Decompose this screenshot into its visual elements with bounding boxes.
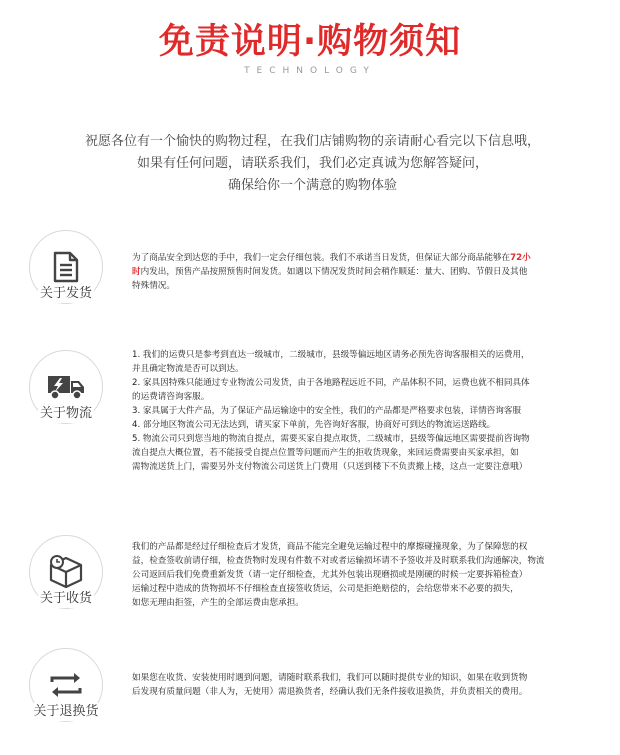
intro-line: 祝愿各位有一个愉快的购物过程，在我们店铺购物的亲请耐心看完以下信息哦， bbox=[84, 134, 540, 149]
text-line: 5. 物流公司只到您当地的物流自提点，需要买家自提点取货，二级城市，县级等偏远地区需要提前咨询物 bbox=[132, 434, 530, 444]
text-line: 特殊情况。 bbox=[132, 281, 175, 291]
text-line: 运输过程中造成的货物损坏不仔细检查直接签收货运，公司是拒绝赔偿的，会给您带来不必要的损失， bbox=[132, 584, 519, 594]
text-line: 的运费请咨询客服。 bbox=[132, 392, 210, 402]
returns-section-text bbox=[132, 671, 580, 699]
logistics-section-icon-block bbox=[24, 350, 108, 423]
text-line: 1. 我们的运费只是参考到直达一级城市，二级城市，县级等偏远地区请务必预先咨询客服相关的运费用， bbox=[132, 350, 530, 360]
shipping-section-icon-block bbox=[24, 230, 108, 303]
package-box-icon bbox=[48, 555, 84, 589]
shipping-section-text bbox=[132, 251, 580, 293]
returns-section-icon-block bbox=[24, 648, 108, 721]
highlight-72h: 72小 bbox=[510, 253, 531, 263]
page-subtitle: TECHNOLOGY bbox=[244, 66, 376, 76]
document-icon bbox=[51, 251, 81, 283]
receiving-section-text bbox=[132, 540, 580, 610]
text-line: 时内发出，预售产品按照预售时间发货。如遇以下情况发货时间会稍作顺延：量大、团购、节假日及其他 bbox=[132, 267, 528, 277]
text-line: 如您无理由拒签，产生的全部运费由您承担。 bbox=[132, 598, 304, 608]
section-label-logistics: 关于物流 bbox=[39, 406, 92, 421]
intro-text bbox=[40, 131, 585, 197]
section-label-shipping: 关于发货 bbox=[39, 286, 92, 301]
text-line: 后发现有质量问题（非人为，无使用）需退换货者，经确认我们无条件接收退换货，并负责相关的费用。 bbox=[132, 687, 528, 697]
text-line: 流自提点大概位置，若不能接受自提点位置等问题而产生的拒收货现象，来回运费需要由买家承担，如 bbox=[132, 448, 519, 458]
section-label-receiving: 关于收货 bbox=[39, 591, 92, 606]
intro-line: 如果有任何问题，请联系我们，我们必定真诚为您解答疑问， bbox=[136, 156, 488, 171]
text-line: 公司返回后我们免费重新发货（请一定仔细检查，尤其外包装出现磨损或是刚硬的时候一定要拆箱检查） bbox=[132, 570, 528, 580]
text-line: 益，检查签收前请仔细，检查货物时发现有件数不对或者运输损坏请不予签收并及时联系我们沟通解决，物流 bbox=[132, 556, 545, 566]
highlight-72h: 时 bbox=[132, 267, 141, 277]
intro-line: 确保给你一个满意的购物体验 bbox=[227, 178, 397, 193]
text-line: 为了商品安全到达您的手中，我们一定会仔细包装。我们不承诺当日发货，但保证大部分商品能够在72小 bbox=[132, 253, 531, 263]
text-line: 并且确定物流是否可以到达。 bbox=[132, 364, 244, 374]
page-title: 免责说明·购物须知 bbox=[158, 22, 462, 62]
text-line: 需物流送货上门，需要另外支付物流公司送货上门费用（只送到楼下不负责搬上楼，这点一定要注意哦） bbox=[132, 462, 528, 472]
text-line: 4. 部分地区物流公司无法达到，请买家下单前，先咨询好客服，协商好可到达的物流运送路线。 bbox=[132, 420, 496, 430]
text-line: 如果您在收货、安装使用时遇到问题，请随时联系我们，我们可以随时提供专业的知识，如果在收到货物 bbox=[132, 673, 528, 683]
section-label-returns: 关于退换货 bbox=[33, 704, 99, 719]
exchange-arrows-icon bbox=[48, 670, 84, 700]
text-line: 2. 家具因特殊只能通过专业物流公司发货，由于各地路程远近不同，产品体积不同，运费也就不相同具体 bbox=[132, 378, 530, 388]
receiving-section-icon-block bbox=[24, 535, 108, 608]
delivery-truck-icon bbox=[46, 373, 86, 401]
text-line: 3. 家具属于大件产品，为了保证产品运输途中的安全性，我们的产品都是严格要求包装，详情咨询客服 bbox=[132, 406, 522, 416]
logistics-section-text bbox=[132, 348, 580, 474]
text-line: 我们的产品都是经过仔细检查后才发货，商品不能完全避免运输过程中的摩擦碰撞现象，为了保障您的权 bbox=[132, 542, 528, 552]
